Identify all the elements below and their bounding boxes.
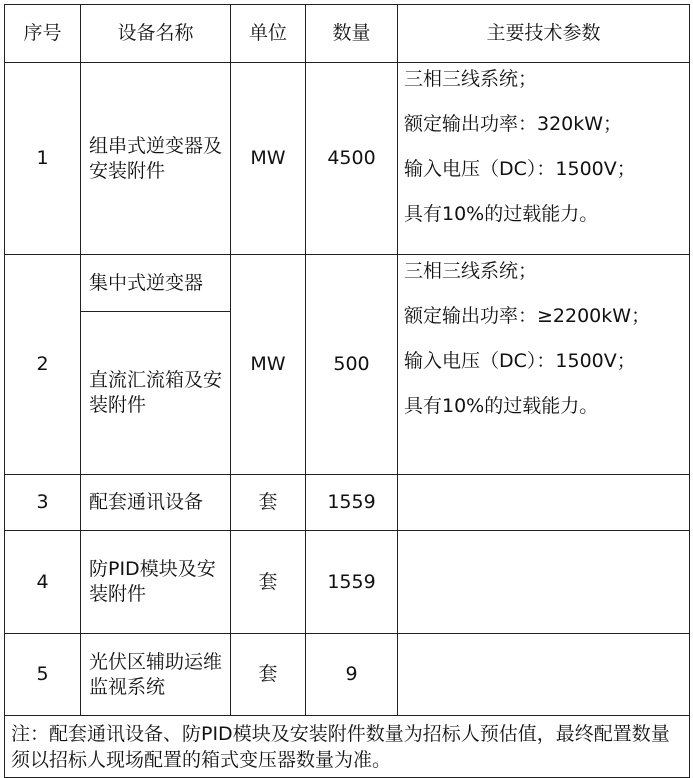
header-qty: 数量 [306,5,398,63]
row-params [398,531,690,634]
row-qty: 500 [306,255,398,475]
row-unit: MW [231,63,306,255]
row-name: 直流汇流箱及安装附件 [81,312,231,475]
row-no: 2 [5,255,81,475]
row-name: 集中式逆变器 [81,255,231,312]
param-line: 额定输出功率：320kW； [404,113,623,135]
row-unit: MW [231,255,306,475]
row-unit: 套 [231,531,306,634]
row-unit: 套 [231,475,306,531]
header-name: 设备名称 [81,5,231,63]
table-row [5,63,690,255]
param-line: 具有10%的过载能力。 [404,203,599,225]
row-params [398,475,690,531]
param-line: 三相三线系统； [404,68,538,90]
table-row [5,255,690,312]
table-row [5,531,690,634]
row-qty: 1559 [306,531,398,634]
row-name: 防PID模块及安装附件 [81,531,231,634]
table-note: 注：配套通讯设备、防PID模块及安装附件数量为招标人预估值，最终配置数量须以招标人现场配置的箱式变压器数量为准。 [5,716,690,778]
row-params [398,255,690,475]
table-row [5,475,690,531]
param-line: 输入电压（DC）：1500V； [404,158,636,180]
param-line: 输入电压（DC）：1500V； [404,350,636,372]
header-row [5,5,690,63]
row-no: 1 [5,63,81,255]
row-params [398,634,690,716]
param-line: 额定输出功率：≥2200kW； [404,305,651,327]
row-unit: 套 [231,634,306,716]
row-name: 配套通讯设备 [81,475,231,531]
row-no: 3 [5,475,81,531]
row-name: 组串式逆变器及安装附件 [81,63,231,255]
row-no: 5 [5,634,81,716]
param-line: 具有10%的过载能力。 [404,395,599,417]
equipment-table [4,4,690,778]
row-params [398,63,690,255]
row-name: 光伏区辅助运维监视系统 [81,634,231,716]
header-unit: 单位 [231,5,306,63]
note-row [5,716,690,778]
row-qty: 4500 [306,63,398,255]
header-params: 主要技术参数 [398,5,690,63]
param-line: 三相三线系统； [404,260,538,282]
table-row [5,634,690,716]
row-no: 4 [5,531,81,634]
row-qty: 1559 [306,475,398,531]
header-no: 序号 [5,5,81,63]
row-qty: 9 [306,634,398,716]
